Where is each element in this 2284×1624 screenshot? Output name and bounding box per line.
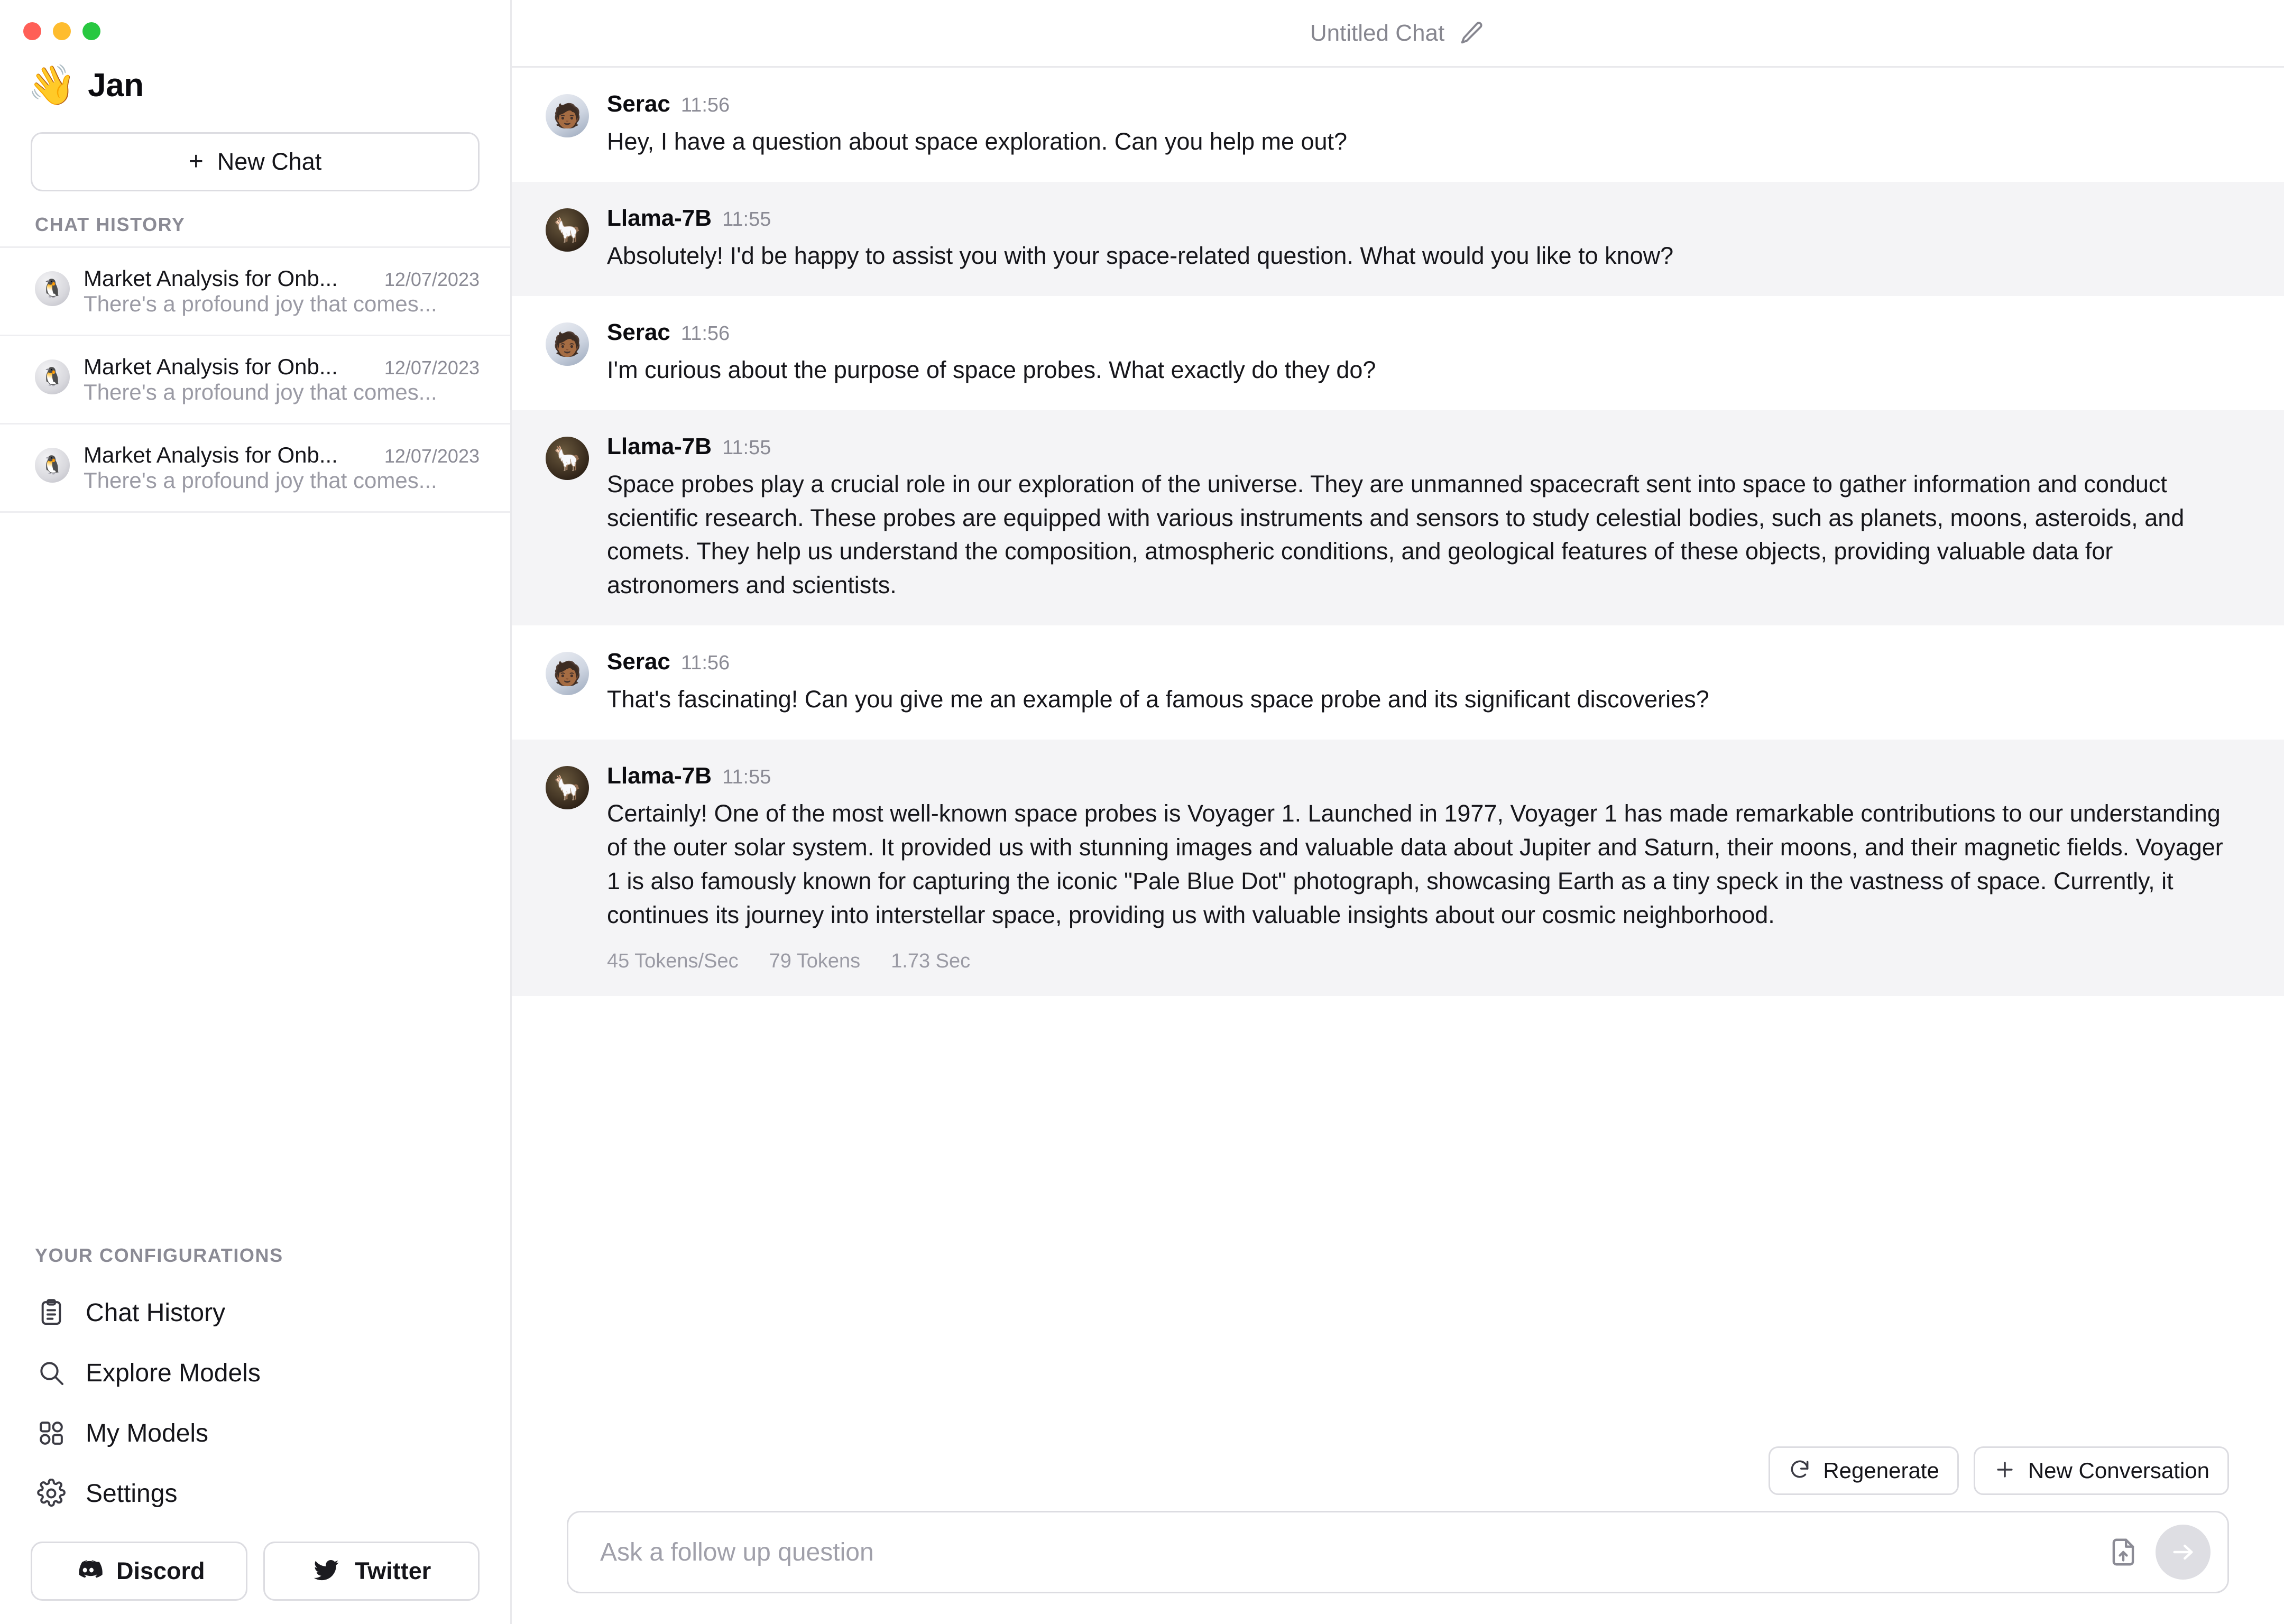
message-time: 11:55 <box>722 766 771 789</box>
regenerate-button[interactable] <box>1769 1446 1959 1495</box>
message-row <box>512 625 2284 740</box>
message-author: Llama-7B <box>607 763 712 789</box>
history-title: Market Analysis for Onb... <box>84 442 338 467</box>
message-author: Serac <box>607 649 670 675</box>
send-button[interactable] <box>2156 1525 2211 1580</box>
sidebar-bottom <box>0 1244 510 1624</box>
grid-icon <box>35 1417 68 1450</box>
file-upload-icon[interactable] <box>2105 1534 2142 1571</box>
avatar: 🧑🏾 <box>546 652 589 695</box>
message-author: Serac <box>607 91 670 117</box>
refresh-icon <box>1788 1458 1811 1484</box>
avatar: 🧑🏾 <box>546 322 589 366</box>
message-text: Absolutely! I'd be happy to assist you with your space-related question. What would you like to know? <box>607 242 1674 269</box>
message-row <box>512 296 2284 410</box>
sidebar-item-explore-models[interactable] <box>0 1343 510 1403</box>
sidebar-item-my-models[interactable] <box>0 1403 510 1463</box>
message-row <box>512 182 2284 296</box>
avatar: 🐧 <box>35 271 70 306</box>
message-input[interactable] <box>600 1538 2091 1567</box>
avatar: 🦙 <box>546 766 589 809</box>
message-row <box>512 740 2284 996</box>
clipboard-list-icon <box>35 1296 68 1329</box>
message-text: I'm curious about the purpose of space probes. What exactly do they do? <box>607 356 1376 383</box>
history-snippet: There's a profound joy that comes... <box>84 291 437 316</box>
new-conversation-label: New Conversation <box>2028 1458 2209 1483</box>
sidebar-item-chat-history[interactable] <box>0 1282 510 1343</box>
message-text: Space probes play a crucial role in our exploration of the universe. They are unmanned spacecraft sent into space to gather information and conduct scientific research. These probes are equipped with various instruments and sensors to study celestial bodies, such as planets, moons, asteroids, and comets. They help us understand the composition, atmospheric conditions, and geological features of these objects, providing valuable data for astronomers and scientists. <box>607 470 2185 599</box>
history-snippet: There's a profound joy that comes... <box>84 468 437 493</box>
message-stats <box>607 950 2231 973</box>
wave-emoji-icon: 👋 <box>27 63 77 107</box>
regenerate-label: Regenerate <box>1823 1458 1939 1483</box>
window-traffic-lights <box>0 0 510 40</box>
avatar: 🐧 <box>35 448 70 483</box>
message-text: Hey, I have a question about space exploration. Can you help me out? <box>607 128 1348 155</box>
avatar: 🐧 <box>35 359 70 394</box>
stat-tokens: 79 Tokens <box>769 949 861 972</box>
new-chat-label: New Chat <box>217 148 322 175</box>
brand <box>0 40 510 105</box>
message-author: Llama-7B <box>607 433 712 459</box>
configurations-heading: YOUR CONFIGURATIONS <box>35 1244 283 1266</box>
gear-icon <box>35 1477 68 1510</box>
composer-area <box>512 1446 2284 1624</box>
message-time: 11:55 <box>722 208 771 230</box>
close-window-button[interactable] <box>23 22 41 40</box>
message-time: 11:56 <box>680 652 730 675</box>
chat-history-list <box>0 246 510 513</box>
stat-tokens-per-sec: 45 Tokens/Sec <box>607 949 739 972</box>
sidebar-item-label: Settings <box>86 1479 178 1508</box>
new-chat-button[interactable] <box>31 132 480 191</box>
discord-label: Discord <box>116 1557 205 1584</box>
message-time: 11:55 <box>722 436 771 459</box>
history-title: Market Analysis for Onb... <box>84 266 338 291</box>
history-date: 12/07/2023 <box>384 269 480 290</box>
sidebar-item-settings[interactable] <box>0 1463 510 1524</box>
topbar <box>512 0 2284 68</box>
discord-button[interactable] <box>31 1542 247 1601</box>
plus-icon: + <box>188 147 204 176</box>
avatar: 🦙 <box>546 208 589 252</box>
twitter-icon <box>311 1555 341 1588</box>
sidebar-item-label: Explore Models <box>86 1359 261 1387</box>
minimize-window-button[interactable] <box>53 22 71 40</box>
stat-duration: 1.73 Sec <box>891 949 971 972</box>
discord-icon <box>73 1555 103 1588</box>
list-item[interactable] <box>0 336 510 425</box>
message-time: 11:56 <box>680 94 730 116</box>
page-title: Untitled Chat <box>1310 20 1445 46</box>
history-snippet: There's a profound joy that comes... <box>84 380 437 404</box>
history-title: Market Analysis for Onb... <box>84 354 338 379</box>
twitter-button[interactable] <box>263 1542 480 1601</box>
app-title: Jan <box>88 67 144 104</box>
message-text: That's fascinating! Can you give me an example of a famous space probe and its significant discoveries? <box>607 686 1709 713</box>
main-panel <box>512 0 2284 1624</box>
composer-actions <box>567 1446 2229 1495</box>
list-item[interactable] <box>0 246 510 336</box>
avatar: 🧑🏾 <box>546 94 589 137</box>
sidebar-item-label: Chat History <box>86 1298 226 1327</box>
twitter-label: Twitter <box>355 1557 431 1584</box>
pencil-icon[interactable] <box>1458 20 1486 47</box>
composer[interactable] <box>567 1511 2229 1593</box>
message-row <box>512 410 2284 626</box>
new-conversation-button[interactable] <box>1974 1446 2229 1495</box>
message-author: Llama-7B <box>607 205 712 231</box>
history-date: 12/07/2023 <box>384 445 480 467</box>
message-row <box>512 68 2284 182</box>
social-links <box>0 1524 510 1601</box>
list-item[interactable] <box>0 425 510 513</box>
avatar: 🦙 <box>546 437 589 480</box>
zoom-window-button[interactable] <box>82 22 100 40</box>
message-author: Serac <box>607 319 670 345</box>
search-icon <box>35 1357 68 1389</box>
sidebar-item-label: My Models <box>86 1419 209 1447</box>
message-thread <box>512 68 2284 1624</box>
chat-history-heading: CHAT HISTORY <box>35 214 186 235</box>
message-time: 11:56 <box>680 322 730 345</box>
history-date: 12/07/2023 <box>384 357 480 379</box>
plus-icon <box>1993 1458 2016 1484</box>
message-text: Certainly! One of the most well-known space probes is Voyager 1. Launched in 1977, Voyager 1 has made remarkable contributions to our understanding of the outer solar system. It provided us with stunning images and valuable data about Jupiter and Saturn, their moons, and their magnetic fields. Voyager 1 is also famously known for capturing the iconic "Pale Blue Dot" photograph, showcasing Earth as a tiny speck in the vastness of space. Currently, it continues its journey into interstellar space, providing us with valuable insights about our cosmic neighborhood. <box>607 800 2223 928</box>
sidebar <box>0 0 512 1624</box>
configurations-list <box>0 1282 510 1524</box>
